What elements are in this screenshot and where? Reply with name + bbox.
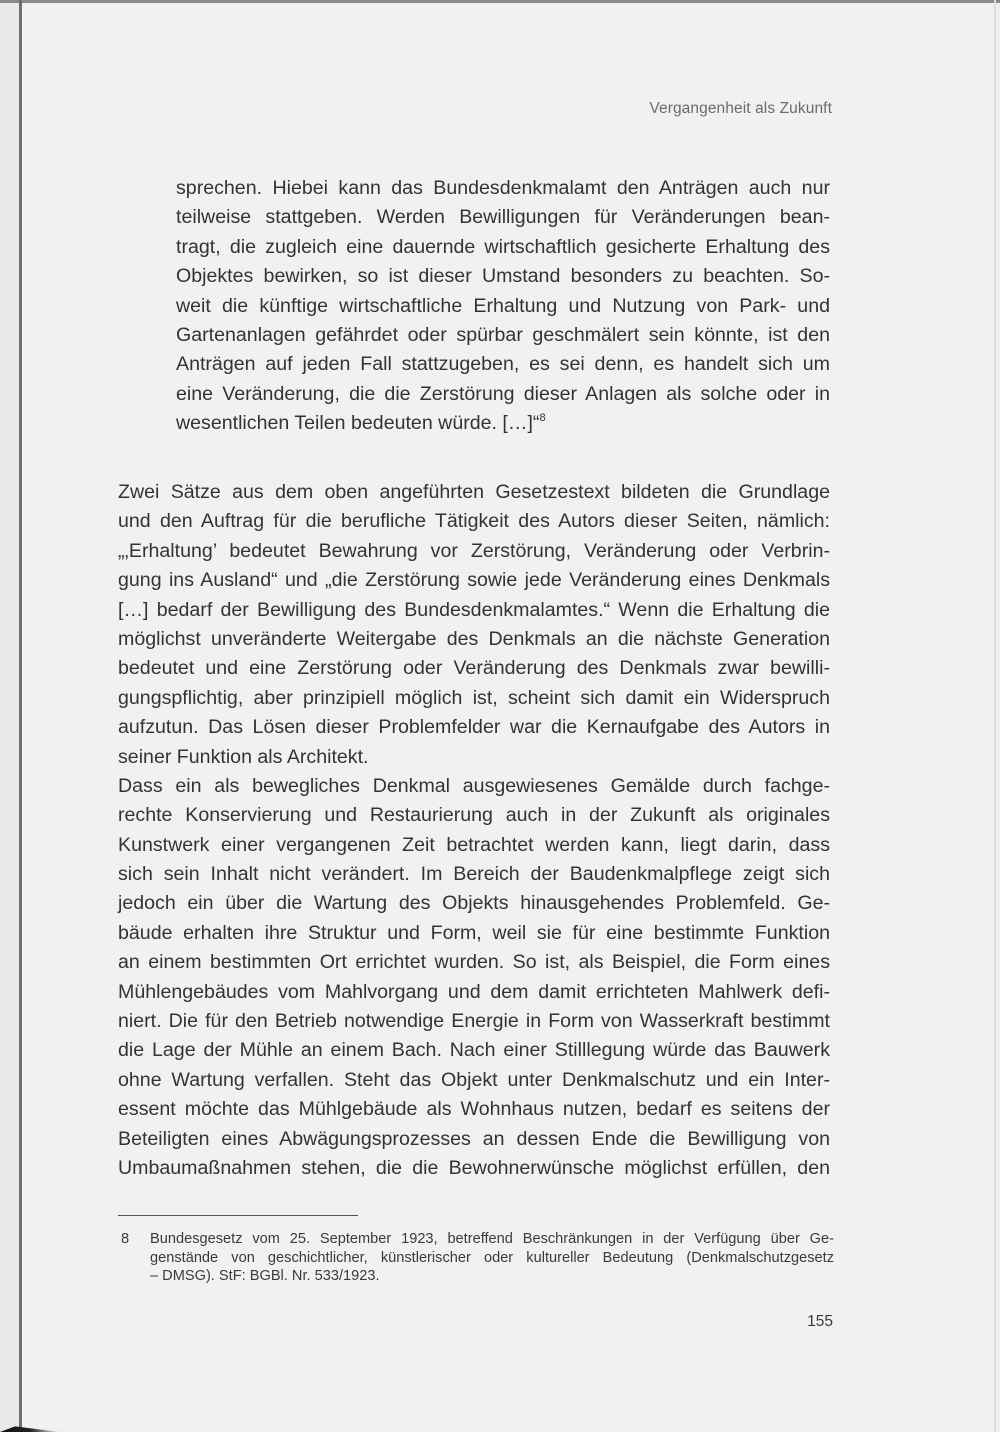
right-page-edge (994, 0, 996, 1432)
paragraph-1 (118, 478, 830, 772)
body-line: möglichst unveränderte Weitergabe des Denkmals an die nächste Generation (118, 627, 830, 650)
body-line: ohne Wartung verfallen. Steht das Objekt unter Denkmalschutz und ein Inter- (118, 1068, 830, 1091)
footnote-line: Bundesgesetz vom 25. September 1923, betreffend Beschränkungen in der Verfügung über Ge- (150, 1231, 834, 1247)
body-line: essent möchte das Mühlgebäude als Wohnhaus nutzen, bedarf es seitens der (118, 1098, 830, 1121)
body-line: aufzutun. Das Lösen dieser Problemfelder war die Kernaufgabe des Autors in (118, 716, 830, 739)
footnote-line: genstände von geschichtlicher, künstlerischer oder kultureller Bedeutung (Denkmalschutzgesetz (150, 1249, 834, 1266)
body-line: bedeutet und eine Zerstörung oder Veränderung des Denkmals zwar bewilli- (118, 657, 830, 680)
running-head: Vergangenheit als Zukunft (649, 100, 832, 117)
quote-line: eine Veränderung, die die Zerstörung dieser Anlagen als solche oder in (176, 382, 830, 405)
quote-line: Anträgen auf jeden Fall stattzugeben, es sei denn, es handelt sich um (176, 353, 830, 376)
body-line: rechte Konservierung und Restaurierung auch in der Zukunft als originales (118, 804, 830, 827)
body-line: „‚Erhaltung’ bedeutet Bewahrung vor Zerstörung, Veränderung oder Verbrin- (118, 539, 830, 562)
body-line: Beteiligten eines Abwägungsprozesses an dessen Ende die Bewilligung von (118, 1127, 830, 1150)
left-page-edge (0, 0, 19, 1432)
footnote-text (150, 1230, 834, 1286)
quote-line: Objektes bewirken, so ist dieser Umstand besonders zu beachten. So- (176, 265, 830, 288)
quote-line: Gartenanlagen gefährdet oder spürbar geschmälert sein könnte, ist den (176, 323, 830, 346)
body-line: die Lage der Mühle an einem Bach. Nach einer Stilllegung würde das Bauwerk (118, 1039, 830, 1062)
body-line: Zwei Sätze aus dem oben angeführten Gesetzestext bildeten die Grundlage (118, 481, 830, 503)
top-page-edge (0, 0, 1000, 3)
quote-line-last (176, 409, 830, 438)
binding-gutter-line (19, 0, 22, 1432)
body-line: […] bedarf der Bewilligung des Bundesdenkmalamtes.“ Wenn die Erhaltung die (118, 598, 830, 621)
body-line: Dass ein als bewegliches Denkmal ausgewiesenes Gemälde durch fachge- (118, 774, 830, 797)
footnote-line: – DMSG). StF: BGBl. Nr. 533/1923. (150, 1268, 380, 1285)
body-line: gungspflichtig, aber prinzipiell möglich ist, scheint sich damit ein Widerspruch (118, 686, 830, 709)
body-text (118, 478, 830, 1183)
body-line: niert. Die für den Betrieb notwendige Energie in Form von Wasserkraft bestimmt (118, 1010, 830, 1033)
quote-line: tragt, die zugleich eine dauernde wirtschaftlich gesicherte Erhaltung des (176, 235, 830, 258)
quote-line-text: wesentlichen Teilen bedeuten würde. […]“ (176, 412, 540, 435)
body-line: Kunstwerk einer vergangenen Zeit betrachtet werden kann, liegt darin, dass (118, 833, 830, 856)
body-line: jedoch ein über die Wartung des Objekts hinausgehendes Problemfeld. Ge- (118, 892, 830, 915)
quote-line: sprechen. Hiebei kann das Bundesdenkmalamt den Anträgen auch nur (176, 177, 830, 199)
paragraph-2 (118, 772, 830, 1183)
body-line: Mühlengebäudes vom Mahlvorgang und dem damit errichteten Mahlwerk defi- (118, 980, 830, 1003)
body-line: und den Auftrag für die berufliche Tätigkeit des Autors dieser Seiten, nämlich: (118, 510, 830, 533)
footnote-reference[interactable]: 8 (539, 412, 546, 425)
footnote-number: 8 (121, 1231, 130, 1247)
block-quote (176, 174, 830, 439)
body-line: sich sein Inhalt nicht verändert. Im Bereich der Baudenkmalpflege zeigt sich (118, 863, 830, 886)
quote-line: teilweise stattgeben. Werden Bewilligungen für Veränderungen bean- (176, 206, 830, 229)
page-number: 155 (807, 1313, 833, 1330)
footnote-separator (118, 1215, 358, 1216)
body-line: an einem bestimmten Ort errichtet wurden. So ist, als Beispiel, die Form eines (118, 951, 830, 974)
body-line: Umbaumaßnahmen stehen, die die Bewohnerwünsche möglichst erfüllen, den (118, 1156, 830, 1179)
body-line: seiner Funktion als Architekt. (118, 745, 369, 768)
quote-line: weit die künftige wirtschaftliche Erhaltung und Nutzung von Park- und (176, 294, 830, 317)
body-line: bäude erhalten ihre Struktur und Form, weil sie für eine bestimmte Funktion (118, 921, 830, 944)
body-line: gung ins Ausland“ und „die Zerstörung sowie jede Veränderung eines Denkmals (118, 569, 830, 592)
footnote (118, 1230, 834, 1286)
